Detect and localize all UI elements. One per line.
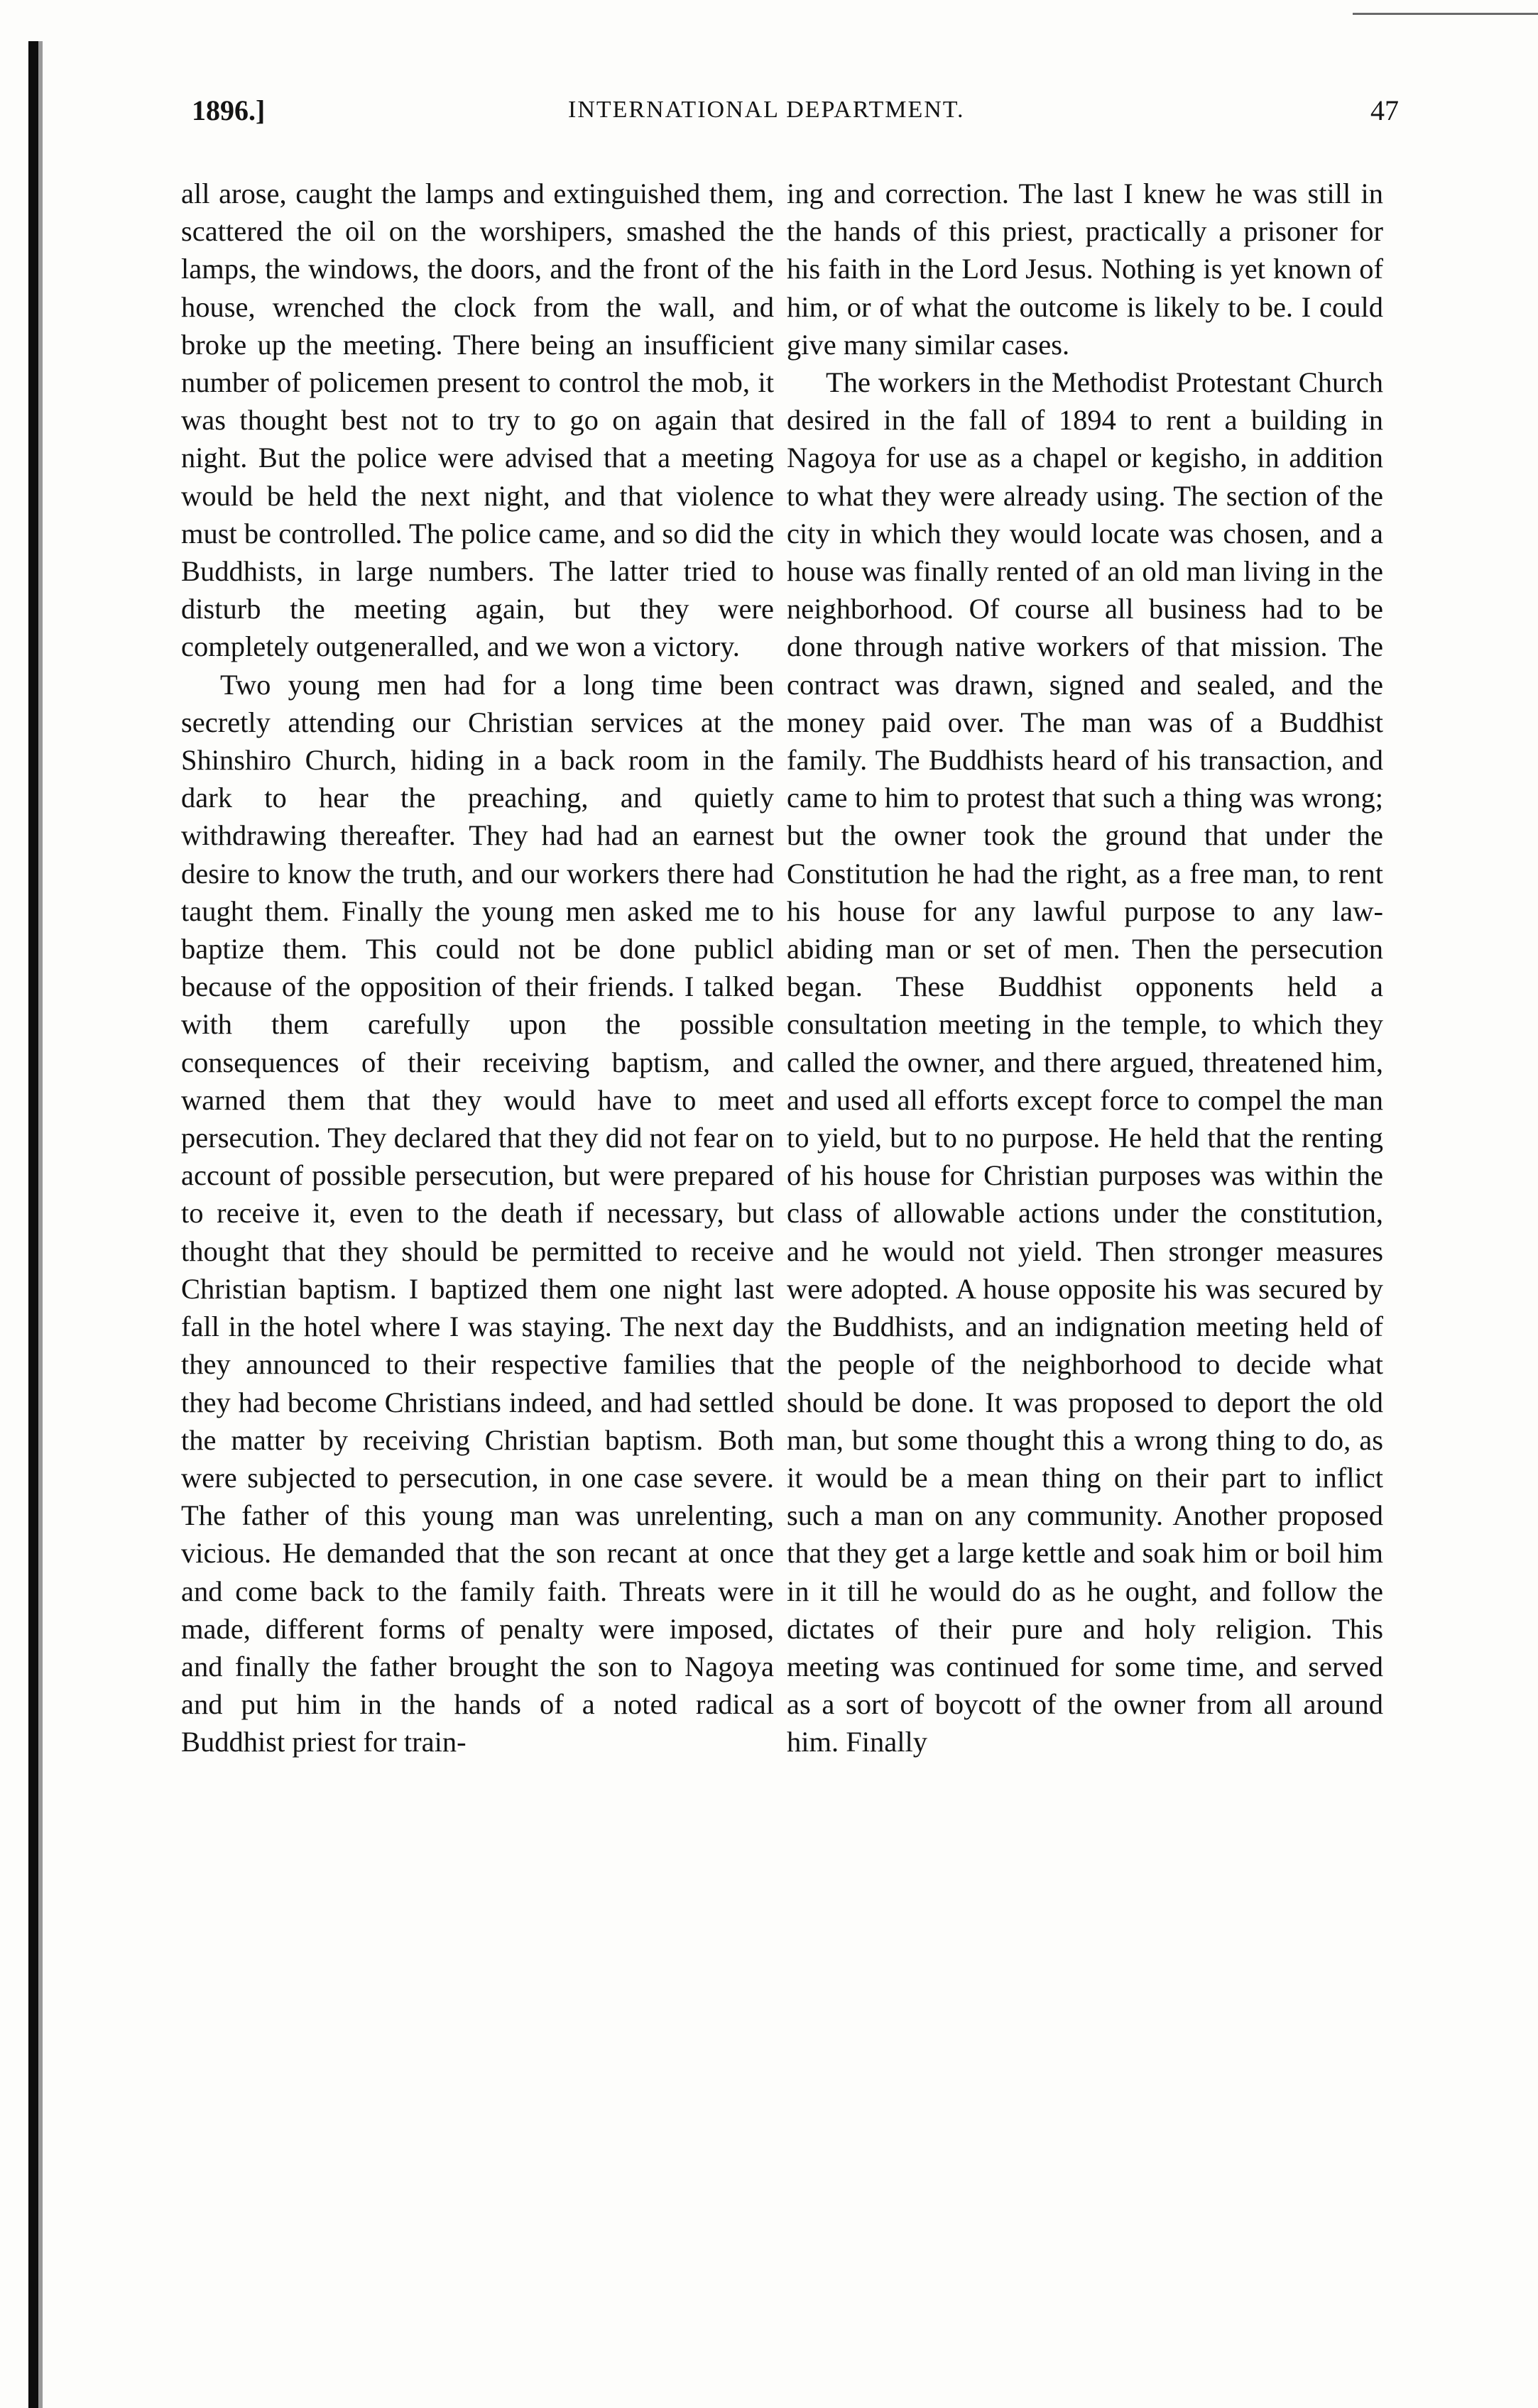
header-year: 1896.] [192,94,266,126]
paragraph: The workers in the Methodist Protestant Church desired in the fall of 1894 to rent a building in Nagoya for use as a chapel or kegisho, in addition to what they were already using. The section of the city in which they would locate was chosen, and a house was finally rented of an old man living in the neighborhood. Of course all business had to be done through native workers of that mission. The contract was drawn, signed and sealed, and the money paid over. The man was of a Buddhist family. The Buddhists heard of his transaction, and came to him to protest that such a thing was wrong; but the owner took the ground that under the Constitution he had the right, as a free man, to rent his house for any lawful purpose to any law-abiding man or set of men. Then the persecution began. These Buddhist opponents held a consultation meeting in the temple, to which they called the owner, and there argued, threatened him, and used all efforts except force to compel the man to yield, but to no purpose. He held that the renting of his house for Christian purposes was within the class of allowable actions under the constitution, and he would not yield. Then stronger measures were adopted. A house opposite his was secured by the Buddhists, and an indignation meeting held of the people of the neighborhood to decide what should be done. It was proposed to deport the old man, but some thought this a wrong thing to do, as it would be a mean thing on their part to inflict such a man on any community. Another proposed that they get a large kettle and soak him or boil him in it till he would do as he ought, and follow the dictates of their pure and holy religion. This meeting was continued for some time, and served as a sort of boycott of the owner from all around him. Finally [787,366,1383,1758]
page-spine-edge [38,41,43,2408]
header-department: INTERNATIONAL DEPARTMENT. [568,97,965,123]
paragraph: Two young men had for a long time been secretly attending our Christian services at the Shinshiro Church, hiding in a back room in the dark to hear the preaching, and quietly withdrawing thereafter. They had had an earnest desire to know the truth, and our workers there had taught them. Finally the young men asked me to baptize them. This could not be done publicl because of the opposition of their friends. I talked with them carefully upon the possible consequences of their receiving baptism, and warned them that they would have to meet persecution. They declared that they did not fear on account of possible persecution, but were prepared to receive it, even to the death if necessary, but thought that they should be permitted to receive Christian baptism. I baptized them one night last fall in the hotel where I was staying. The next day they announced to their respective families that they had become Christians indeed, and had settled the matter by receiving Christian baptism. Both were subjected to persecution, in one case severe. The father of this young man was unrelenting, vicious. He demanded that the son recant at once and come back to the family faith. Threats were made, different forms of penalty were imposed, and finally the father brought the son to Nagoya and put him in the hands of a noted radical Buddhist priest for train- [181,668,774,1758]
page-spine-shadow [28,41,38,2408]
page-number: 47 [1370,94,1399,126]
top-edge-rule [1353,13,1538,15]
paragraph: ing and correction. The last I knew he was still in the hands of this priest, practically a prisoner for his faith in the Lord Jesus. Nothing is yet known of him, or of what the outcome is likely to be. I could give many similar cases. [787,177,1383,361]
running-header [192,94,1399,143]
right-column [787,175,1383,1761]
paragraph: all arose, caught the lamps and extinguished them, scattered the oil on the worshipers, smashed the lamps, the windows, the doors, and the front of the house, wrenched the clock from the wall, and broke up the meeting. There being an insufficient number of policemen present to control the mob, it was thought best not to try to go on again that night. But the police were advised that a meeting would be held the next night, and that violence must be controlled. The police came, and so did the Buddhists, in large numbers. The latter tried to disturb the meeting again, but they were completely outgeneralled, and we won a victory. [181,177,774,663]
left-column [181,175,774,1761]
